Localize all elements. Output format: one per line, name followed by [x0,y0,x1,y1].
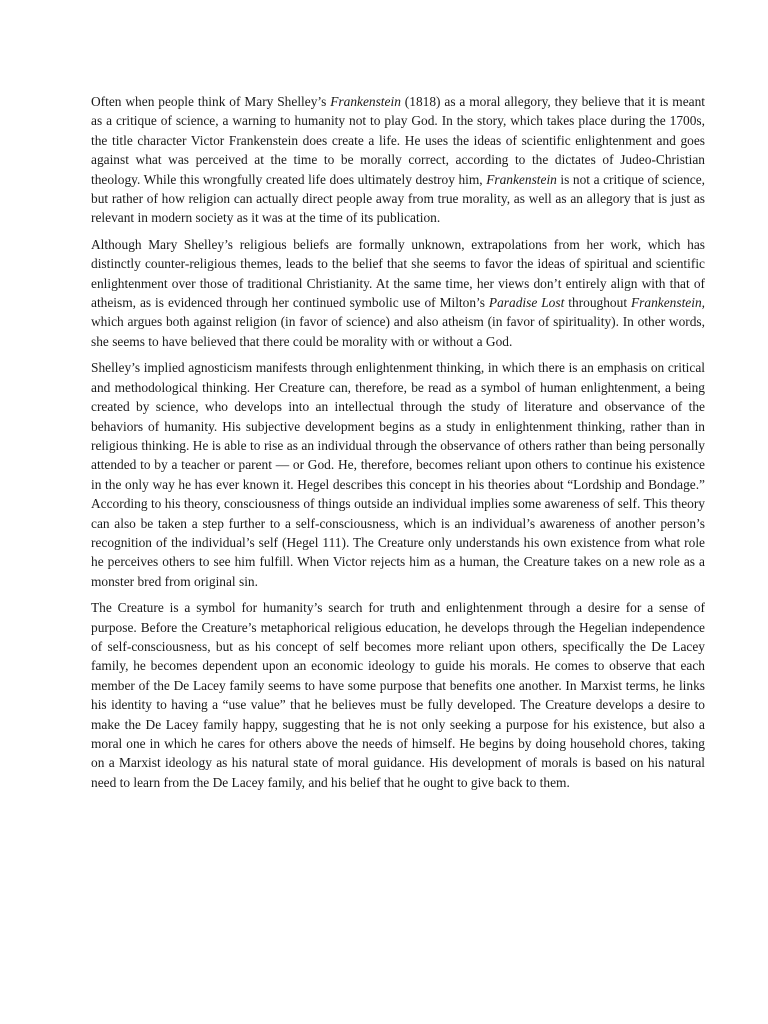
paragraph-text: Often when people think of Mary Shelley’s [91,94,331,109]
paragraph-2 [91,235,705,351]
document-page [91,92,705,799]
paragraph-text: is not a critique of science, but rather of how religion can actually direct people away from true morality, as well as an allegory that is just as relevant in modern society as it was at the time of its publication. [91,171,706,226]
paragraph-text: (1818) as a moral allegory, they believe that it is meant as a critique of science, a warning to humanity not to play God. In the story, which takes place during the 1700s, the title character Victor Frankenstein does create a life. He uses the ideas of scientific enlightenment and goes against what was perceived at the time to be morally correct, according to the dictates of Judeo-Christian theology. While this wrongfully created life does ultimately destroy him, [91,94,705,187]
paragraph-text: Although Mary Shelley’s religious beliefs are formally unknown, extrapolations from her work, which has distinctly counter-religious themes, leads to the belief that she seems to favor the ideas of spiritual and scientific enlightenment over those of traditional Christianity. At the same time, her views don’t entirely align with that of atheism, as is evidenced through her continued symbolic use of Milton’s [91,236,705,311]
paragraph-text: Shelley’s implied agnosticism manifests through enlightenment thinking, in which there is an emphasis on critical and methodological thinking. Her Creature can, therefore, be read as a symbol of human enlightenment, a being created by science, who develops into an intellectual through the study of literature and observance of the behaviors of humanity. His subjective development begins as a study in enlightenment thinking, rather than in religious thinking. He is able to rise as an individual through the observance of others rather than being personally attended to by a teacher or parent — or God. He, therefore, becomes reliant upon others to continue his existence in the only way he has ever known it. Hegel describes this concept in his theories about “Lordship and Bondage.” According to his theory, consciousness of things outside an individual implies some awareness of self. This theory can also be taken a step further to a self-consciousness, which is an individual’s awareness of another person’s recognition of the individual’s self (Hegel 111). The Creature only understands his own existence from what role he perceives others to see him fulfill. When Victor rejects him as a human, the Creature takes on a new role as a monster bred from original sin. [91,360,705,589]
paragraph-3 [91,358,705,591]
paragraph-text: The Creature is a symbol for humanity’s search for truth and enlightenment through a desire for a sense of purpose. Before the Creature’s metaphorical religious education, he develops through the Hegelian independence of self-consciousness, but as his concept of self becomes more reliant upon others, specifically the De Lacey family, he becomes dependent upon an economic ideology to guide his morals. He comes to observe that each member of the De Lacey family seems to have some purpose that benefits one another. In Marxist terms, he links his identity to having a “use value” that he believes must be fully developed. The Creature develops a desire to make the De Lacey family happy, suggesting that he is not only seeking a purpose for his existence, but also a moral one in which he cares for others above the needs of himself. He begins by doing household chores, taking on a Marxist ideology as his natural state of moral guidance. His development of morals is based on his natural need to learn from the De Lacey family, and his belief that he ought to give back to them. [91,600,705,790]
paragraph-1 [91,92,705,228]
italic-title: Frankenstein, [631,295,706,311]
italic-title: Frankenstein [330,94,401,109]
italic-title: Frankenstein [486,171,557,187]
paragraph-text: throughout [564,295,631,311]
paragraph-4 [91,598,705,792]
paragraph-text: which argues both against religion (in favor of science) and also atheism (in favor of spirituality). In other words, she seems to have believed that there could be morality with or without a God. [91,314,705,349]
italic-title: Paradise Lost [488,295,565,311]
